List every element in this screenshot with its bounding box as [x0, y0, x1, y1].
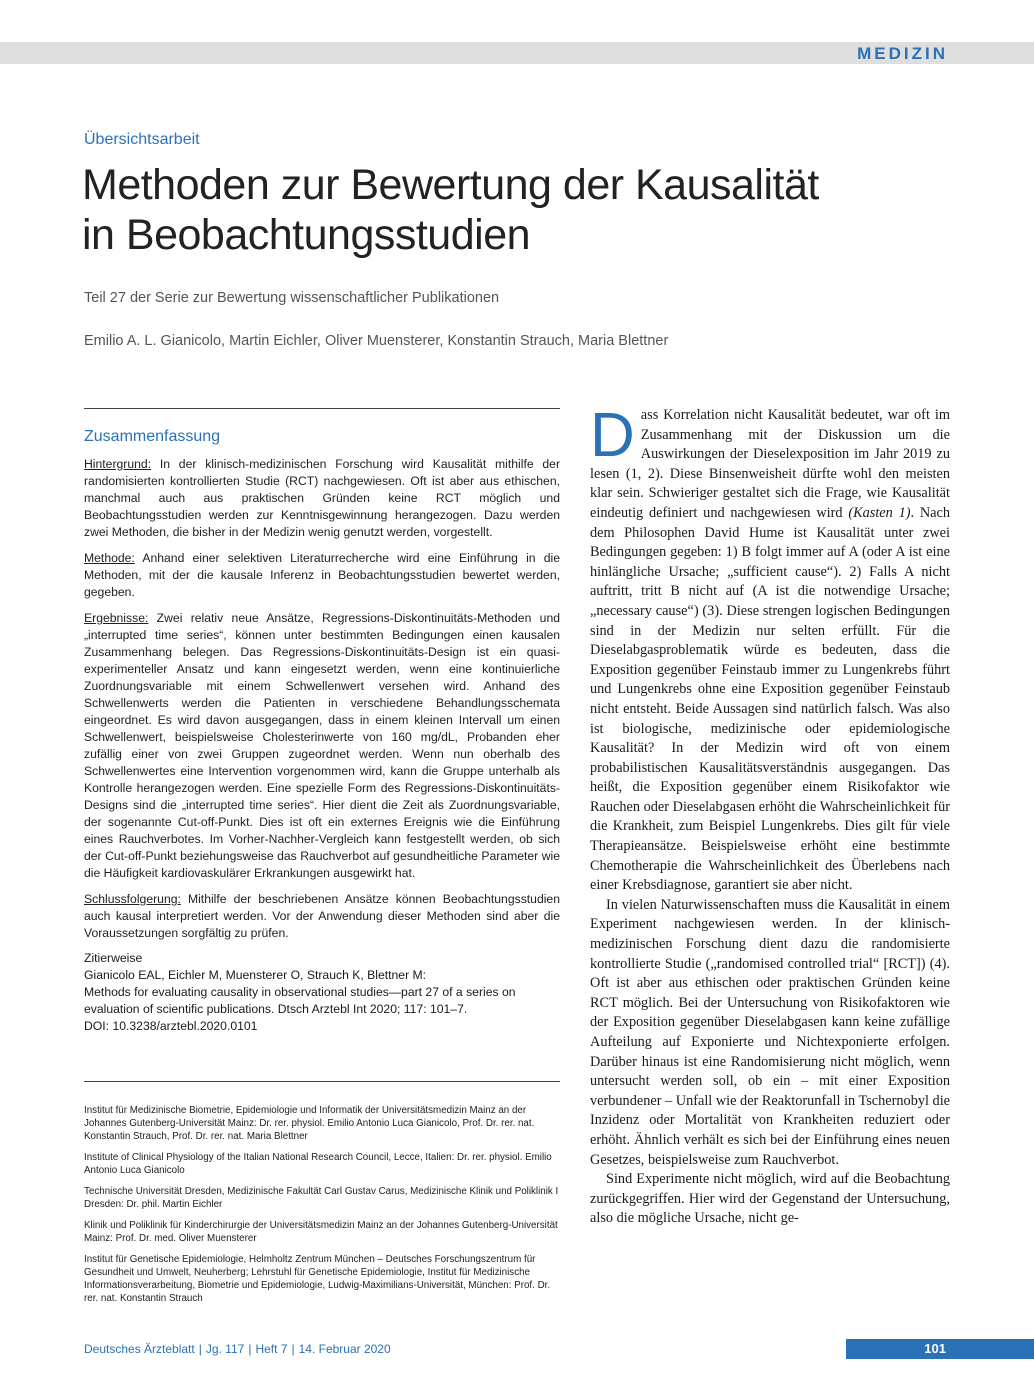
- series-subtitle: Teil 27 der Serie zur Bewertung wissenschaftlicher Publikationen: [84, 290, 500, 306]
- citation-line-1: Gianicolo EAL, Eichler M, Muensterer O, Strauch K, Blettner M:: [84, 968, 427, 982]
- title-line-1: Methoden zur Bewertung der Kausalität: [82, 161, 819, 209]
- title-line-2: in Beobachtungsstudien: [82, 211, 531, 259]
- method-text: Anhand einer selektiven Literaturrecherche wird eine Einführung in die Methoden, mit der die kausale Inferenz in Beobachtungsstudien bewertet werden, gegeben.: [84, 551, 560, 599]
- box-reference: (Kasten 1): [848, 504, 911, 521]
- footer-separator: |: [248, 1342, 252, 1356]
- footer-separator: |: [198, 1342, 202, 1356]
- affiliation-item: Klinik und Poliklinik für Kinderchirurgie der Universitätsmedizin Mainz an der Johannes Gutenberg-Universität Mainz: Prof. Dr. med. Oliver Muensterer: [84, 1220, 558, 1244]
- footer-issue: Heft 7: [255, 1342, 288, 1356]
- abstract-background: [84, 456, 560, 541]
- body-paragraph-2: In vielen Naturwissenschaften muss die Kausalität in einem Experiment nachgewiesen werden. In der klinisch-medizinischen Forschung dient dazu die randomisierte kontrollierte Studie („randomised controlled trial“ [RCT]) (4). Oft ist aber aus ethischen oder praktischen Gründen keine RCT möglich. Bei der Untersuchung von Risikofaktoren wie der Exposition gegenüber Dieselabgasen kann keine zufällige Aufteilung auf Exponierte und Nichtexponierte erfolgen. Darüber hinaus ist eine Randomisierung nicht möglich, wenn untersucht werden soll, ob ein – mit einer Exposition verbundener – Unfall wie der Reaktorunfall in Tschernobyl die Inzidenz oder Mortalität von Krankheiten reduziert oder erhöht. Ähnlich verhält es sich bei der Einführung eines neuen Gesetzes, beispielsweise zum Rauchverbot.: [590, 896, 951, 1168]
- author-list: Emilio A. L. Gianicolo, Martin Eichler, Oliver Muensterer, Konstantin Strauch, Maria Blettner: [84, 333, 669, 349]
- section-label: MEDIZIN: [857, 44, 948, 63]
- drop-cap: D: [590, 401, 635, 470]
- citation-heading: Zitierweise: [84, 951, 143, 965]
- abstract-conclusion: [84, 891, 560, 942]
- abstract-results: [84, 610, 560, 882]
- affiliation-item: Technische Universität Dresden, Medizinische Fakultät Carl Gustav Carus, Medizinische Klinik und Poliklinik I Dresden: Dr. phil. Martin Eichler: [84, 1186, 559, 1210]
- citation-line-2: Methods for evaluating causality in observational studies—part 27 of a series on evaluation of scientific publications. Dtsch Arztebl Int 2020; 117: 101–7.: [84, 985, 516, 1016]
- background-label: Hintergrund:: [84, 457, 152, 471]
- body-text-1: ass Korrelation nicht Kausalität bedeutet, war oft im Zusammenhang mit der Diskussion um die Auswirkungen der Dieselexposition im Jahr 2019 zu lesen (1, 2). Diese Binsenweisheit dürfte wohl den meisten klar sein. Schwieriger gestaltet sich die Frage, wie Kausalität eindeutig definiert und nachgewiesen wird: [590, 407, 950, 521]
- method-label: Methode:: [84, 551, 135, 565]
- abstract-column: [84, 428, 560, 1035]
- results-text: Zwei relativ neue Ansätze, Regressions-Diskontinuitäts-Methoden und „interrupted time series“, können unter bestimmten Bedingungen einen kausalen Zusammenhang belegen. Das Regressions-Diskontinuitäts-Design ist ein quasi-experimenteller Ansatz und kann eingesetzt werden, wenn eine kontinuierliche Zuordnungsvariable mit einem Schwellenwert versehen wird. Anhand des Schwellenwerts werden die Patienten in verschiedene Behandlungsschemata eingeordnet. Es wird davon ausgegangen, dass in einem kleinen Intervall um einen Schwellenwert, beispielsweise Cholesterinwerte von 160 mg/dL, Probanden eher zufällig einer von zwei Gruppen zugeordnet werden. Wenn nun oberhalb des Schwellenwertes eine Intervention vorgenommen wird, kann die Gruppe unterhalb als Kontrolle herangezogen werden. Eine spezielle Form des Regressions-Diskontinuitäts-Designs sind die „interrupted time series“. Hier dient die Zeit als Zuordnungsvariable, der sogenannte Cut-off-Punkt. Dies ist oft ein externes Ereignis wie die Einführung eines Rauchverbotes. Im Vorher-Nachher-Vergleich kann festgestellt werden, ob sich der Cut-off-Punkt beziehungsweise das Rauchverbot auf gesundheitliche Parameter wie die Häufigkeit kardiovaskulärer Erkrankungen ausgewirkt hat.: [84, 611, 560, 880]
- affiliations: [84, 1104, 560, 1313]
- footer-date: 14. Februar 2020: [298, 1342, 391, 1356]
- affiliation-item: Institut für Genetische Epidemiologie, Helmholtz Zentrum München – Deutsches Forschungszentrum für Gesundheit und Umwelt, Neuherberg; Lehrstuhl für Genetische Epidemiologie, Institut für Medizinische Informationsverarbeitung, Biometrie und Epidemiologie, Ludwig-Maximilians-Universität, München: Prof. Dr. rer. nat. Konstantin Strauch: [84, 1254, 551, 1304]
- affiliation-item: Institute of Clinical Physiology of the Italian National Research Council, Lecce, Italien: Dr. rer. physiol. Emilio Antonio Luca Gianicolo: [84, 1152, 552, 1176]
- page-number: 101: [924, 1341, 946, 1356]
- citation-doi: DOI: 10.3238/arztebl.2020.0101: [84, 1019, 258, 1033]
- article-category: Übersichtsarbeit: [84, 131, 200, 148]
- conclusion-text: Mithilfe der beschriebenen Ansätze können Beobachtungsstudien auch kausal interpretiert werden. Vor der Anwendung dieser Methoden sind aber die Voraussetzungen sorgfältig zu prüfen.: [84, 892, 560, 940]
- body-paragraph-3: Sind Experimente nicht möglich, wird auf die Beobachtung zurückgegriffen. Hier wird der Gegenstand der Untersuchung, also die mögliche Ursache, nicht ge-: [590, 1171, 950, 1227]
- affiliations-rule: [84, 1081, 560, 1082]
- results-label: Ergebnisse:: [84, 611, 149, 625]
- citation-text: [84, 967, 560, 1035]
- affiliation-item: Institut für Medizinische Biometrie, Epidemiologie und Informatik der Universitätsmedizin Mainz an der Johannes Gutenberg-Universität Mainz: Dr. rer. physiol. Emilio Antonio Luca Gianicolo, Prof. Dr. rer. nat. Konstantin Strauch, Prof. Dr. rer. nat. Maria Blettner: [84, 1105, 535, 1142]
- abstract-method: [84, 550, 560, 601]
- background-text: In der klinisch-medizinischen Forschung wird Kausalität mithilfe der randomisierten kontrollierten Studie (RCT) nachgewiesen. Oft ist aber aus ethischen, manchmal auch aus praktischen Gründen keine RCT möglich und Beobachtungsstudien werden zur Kenntnisgewinnung herangezogen. Dazu werden zwei Methoden, die bisher in der Medizin wenig genutzt werden, vorgestellt.: [84, 457, 560, 539]
- footer-separator: |: [291, 1342, 295, 1356]
- footer-journal: Deutsches Ärzteblatt: [84, 1342, 195, 1356]
- footer-journal-info: [84, 1342, 391, 1356]
- abstract-top-rule: [84, 408, 560, 409]
- body-column: [590, 401, 951, 1229]
- body-text-1b: . Nach dem Philosophen David Hume ist Kausalität unter zwei Bedingungen gegeben: 1) B folgt immer auf A (oder A ist eine hinlängliche Ursache; „sufficient cause“). 2) Falls A nicht auftritt, tritt B nicht auf (A ist die notwendige Ursache; „necessary cause“) (3). Diese strengen logischen Bedingungen sind in der Medizin nur selten erfüllt. Für die Dieselabgasproblematik würde es bedeuten, dass die Exposition gegenüber Feinstaub immer zu Lungenkrebs führt und Lungenkrebs ohne eine Exposition gegenüber Feinstaub nicht entsteht. Beide Aussagen sind natürlich falsch. Was also ist biologische, medizinische oder epidemiologische Kausalität? In der Medizin wird oft von einem probabilistischen Kausalitätsverständnis ausgegangen. Das heißt, die Exposition gegenüber einem Risikofaktor wie Rauchen oder Dieselabgasen erhöht die Wahrscheinlichkeit für die Krankheit, zum Beispiel Lungenkrebs. Dies gilt für viele Therapieansätze. Beispielsweise erhöht eine bestimmte Chemotherapie die Wahrscheinlichkeit des Überlebens nach einer Krebsdiagnose, garantiert sie aber nicht.: [590, 504, 950, 894]
- body-paragraph-1: [590, 401, 950, 896]
- footer-volume: Jg. 117: [205, 1342, 245, 1356]
- conclusion-label: Schlussfolgerung:: [84, 892, 181, 906]
- abstract-heading: Zusammenfassung: [84, 428, 221, 445]
- article-title: [82, 160, 962, 260]
